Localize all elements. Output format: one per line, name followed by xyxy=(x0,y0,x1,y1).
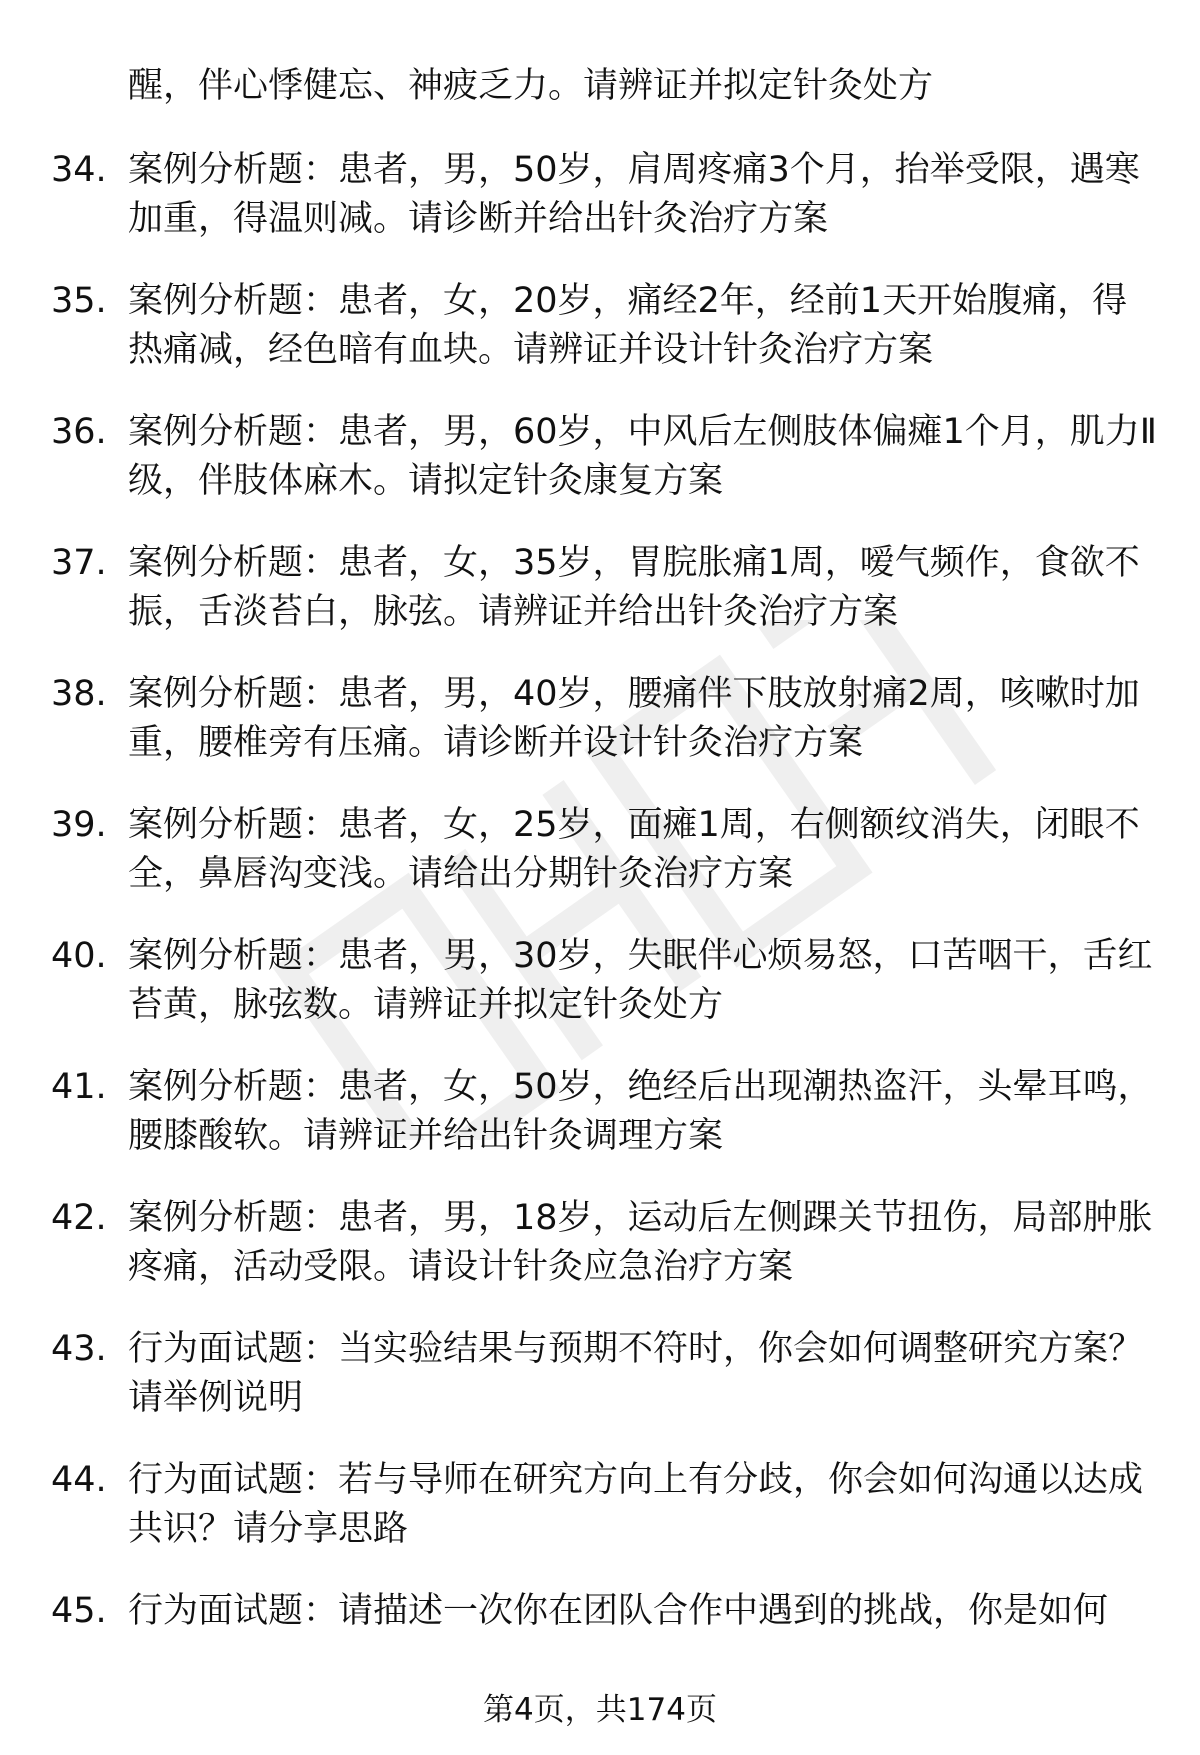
question-item xyxy=(0,408,1200,539)
question-number: 42. xyxy=(51,1198,107,1238)
question-text: 行为面试题：若与导师在研究方向上有分歧，你会如何沟通以达成共识？请分享思路 xyxy=(128,1460,1144,1549)
question-text: 案例分析题：患者，女，20岁，痛经2年，经前1天开始腹痛，得热痛减，经色暗有血块。请辨证并设计针灸治疗方案 xyxy=(128,281,1128,370)
question-number: 45. xyxy=(51,1591,107,1631)
question-text: 行为面试题：当实验结果与预期不符时，你会如何调整研究方案？请举例说明 xyxy=(128,1329,1144,1418)
question-number: 37. xyxy=(51,543,107,583)
question-text: 案例分析题：患者，女，25岁，面瘫1周，右侧额纹消失，闭眼不全，鼻唇沟变浅。请给出分期针灸治疗方案 xyxy=(128,805,1140,894)
question-number: 44. xyxy=(51,1460,107,1500)
question-item xyxy=(0,1194,1200,1325)
question-text: 案例分析题：患者，男，18岁，运动后左侧踝关节扭伤，局部肿胀疼痛，活动受限。请设计针灸应急治疗方案 xyxy=(128,1198,1153,1287)
question-number: 34. xyxy=(51,150,107,190)
question-number: 36. xyxy=(51,412,107,452)
question-text: 案例分析题：患者，男，40岁，腰痛伴下肢放射痛2周，咳嗽时加重，腰椎旁有压痛。请诊断并设计针灸治疗方案 xyxy=(128,674,1140,763)
question-item xyxy=(0,1063,1200,1194)
continued-question-text: 醒，伴心悸健忘、神疲乏力。请辨证并拟定针灸处方 xyxy=(128,66,934,106)
question-text: 案例分析题：患者，女，50岁，绝经后出现潮热盗汗，头晕耳鸣，腰膝酸软。请辨证并给出针灸调理方案 xyxy=(128,1067,1153,1156)
question-text: 案例分析题：患者，男，50岁，肩周疼痛3个月，抬举受限，遇寒加重，得温则减。请诊断并给出针灸治疗方案 xyxy=(128,150,1140,239)
question-text: 案例分析题：患者，男，30岁，失眠伴心烦易怒，口苦咽干，舌红苔黄，脉弦数。请辨证并拟定针灸处方 xyxy=(128,936,1153,1025)
question-text: 行为面试题：请描述一次你在团队合作中遇到的挑战，你是如何 xyxy=(128,1591,1109,1631)
question-item xyxy=(0,146,1200,277)
question-text: 案例分析题：患者，女，35岁，胃脘胀痛1周，嗳气频作，食欲不振，舌淡苔白，脉弦。请辨证并给出针灸治疗方案 xyxy=(128,543,1140,632)
question-item xyxy=(0,670,1200,801)
question-item xyxy=(0,932,1200,1063)
question-item xyxy=(0,539,1200,670)
question-number: 43. xyxy=(51,1329,107,1369)
question-number: 40. xyxy=(51,936,107,976)
question-number: 39. xyxy=(51,805,107,845)
question-number: 35. xyxy=(51,281,107,321)
question-number: 41. xyxy=(51,1067,107,1107)
question-list xyxy=(0,146,1200,1718)
question-item xyxy=(0,1325,1200,1456)
question-item xyxy=(0,277,1200,408)
question-item xyxy=(0,801,1200,932)
question-number: 38. xyxy=(51,674,107,714)
question-item xyxy=(0,1456,1200,1587)
page-footer: 第4页，共174页 xyxy=(483,1692,717,1728)
question-text: 案例分析题：患者，男，60岁，中风后左侧肢体偏瘫1个月，肌力Ⅱ级，伴肢体麻木。请拟定针灸康复方案 xyxy=(128,412,1158,501)
